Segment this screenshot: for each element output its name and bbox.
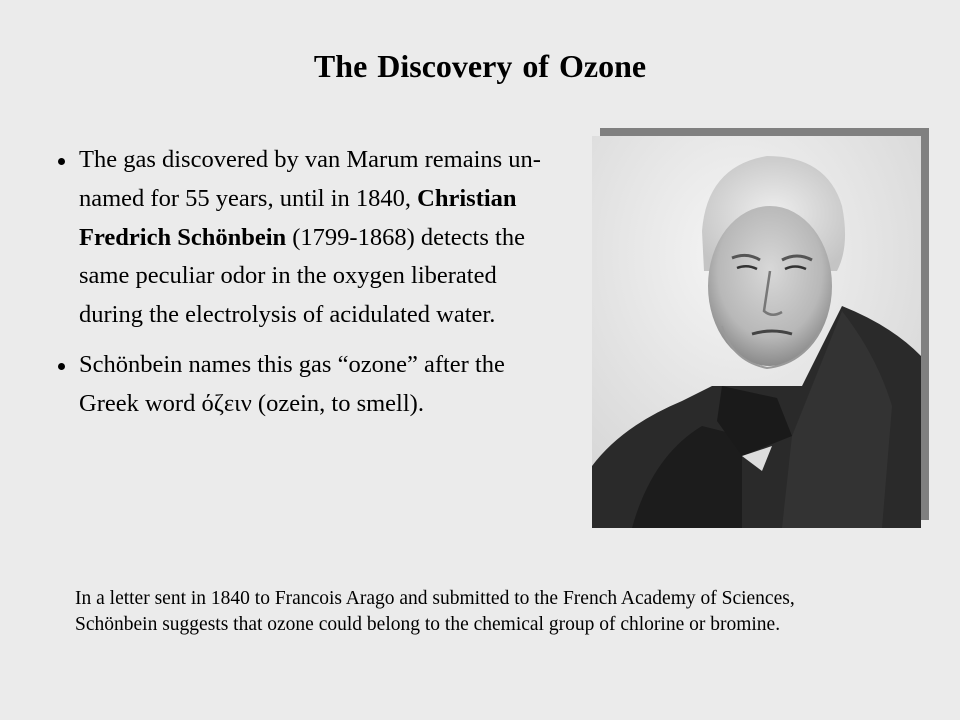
bullet-text: The gas discovered by van Marum remains un-named for 55 years, until in 1840, — [79, 146, 541, 212]
portrait-illustration — [592, 136, 921, 528]
slide-title: The Discovery of Ozone — [313, 48, 647, 84]
bullet-icon — [58, 158, 65, 165]
bullet-text: Schönbein names this gas “ozone” after the Greek word όζειν (ozein, to smell). — [79, 350, 505, 417]
bullet-item — [58, 346, 558, 424]
scientist-name: Christian Fredrich Schönbein — [79, 184, 517, 251]
bullet-list — [58, 141, 558, 435]
portrait-image — [592, 136, 921, 528]
bullet-text: (1799-1868) detects the same peculiar odor in the oxygen liberated during the electrolysis of acidulated water. — [79, 223, 525, 329]
bullet-icon — [58, 363, 65, 370]
caption-text: In a letter sent in 1840 to Francois Arago and submitted to the French Academy of Sciences, Schönbein suggests that ozone could belong to the chemical group of chlorine or bromine. — [75, 588, 795, 636]
bullet-item — [58, 141, 558, 335]
